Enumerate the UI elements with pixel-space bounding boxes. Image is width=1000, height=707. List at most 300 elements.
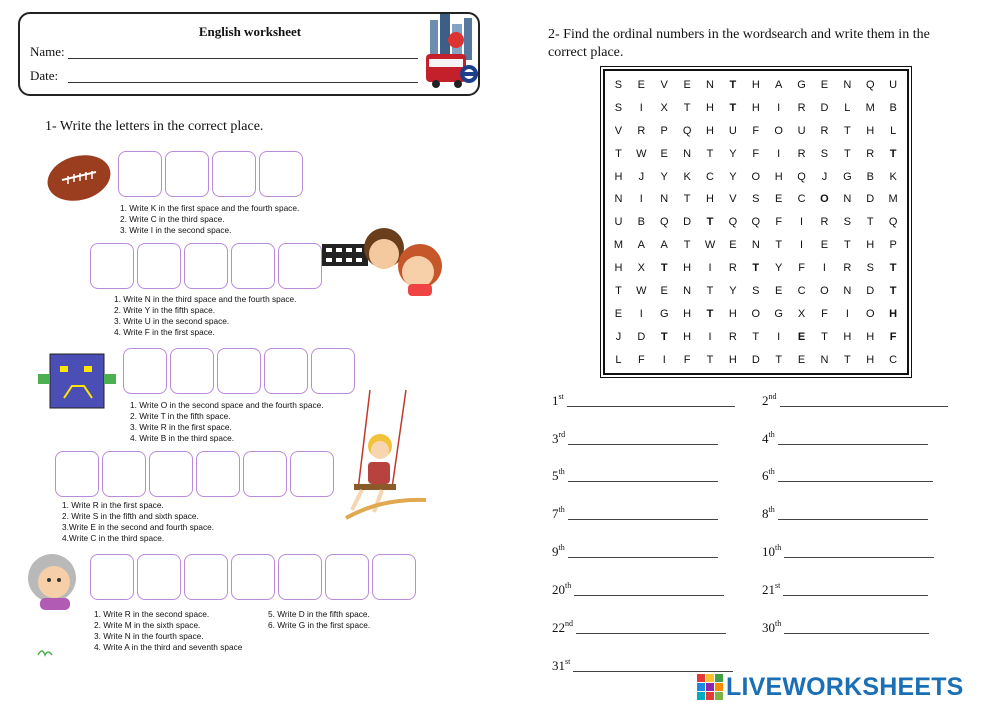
- wordsearch-letter[interactable]: E: [820, 239, 829, 252]
- wordsearch-letter[interactable]: H: [728, 353, 737, 366]
- wordsearch-letter[interactable]: E: [683, 79, 691, 91]
- wordsearch-letter[interactable]: H: [751, 79, 760, 91]
- wordsearch-letter[interactable]: Y: [729, 170, 737, 183]
- ordinal-suffix: th: [768, 430, 775, 439]
- ordinal-suffix: nd: [565, 619, 573, 628]
- wordsearch-letter[interactable]: B: [889, 101, 897, 114]
- instruction-line: 4. Write A in the third and seventh space: [94, 642, 243, 652]
- ordinal-answer-2: [762, 392, 948, 409]
- wordsearch-letter[interactable]: T: [843, 239, 851, 252]
- wordsearch-letter[interactable]: H: [889, 307, 898, 320]
- wordsearch-letter[interactable]: U: [614, 216, 623, 229]
- wordsearch-letter[interactable]: F: [889, 330, 897, 343]
- wordsearch-letter[interactable]: H: [751, 101, 760, 114]
- wordsearch-letter[interactable]: H: [683, 262, 692, 275]
- wordsearch-letter[interactable]: I: [800, 216, 804, 229]
- wordsearch-letter[interactable]: F: [752, 147, 760, 160]
- letter-box[interactable]: [137, 554, 181, 600]
- wordsearch-letter[interactable]: I: [639, 307, 643, 320]
- letter-box[interactable]: [170, 348, 214, 394]
- letter-box[interactable]: [231, 554, 275, 600]
- name-label: Name:: [30, 44, 65, 59]
- wordsearch-letter[interactable]: Y: [729, 285, 737, 298]
- wordsearch-letter[interactable]: T: [889, 285, 897, 298]
- wordsearch-letter[interactable]: H: [728, 307, 737, 320]
- ordinal-suffix: nd: [768, 392, 777, 401]
- ordinal-answer-5: [552, 467, 718, 484]
- letter-box[interactable]: [290, 451, 334, 497]
- girl-on-swing-illustration: [342, 388, 428, 524]
- wordsearch-letter[interactable]: V: [614, 124, 623, 137]
- wordsearch-letter[interactable]: I: [639, 101, 643, 114]
- ordinal-answer-30: [762, 619, 929, 636]
- ordinal-number: 30: [762, 620, 775, 635]
- wordsearch-letter[interactable]: H: [706, 124, 714, 137]
- wordsearch-letter[interactable]: P: [660, 124, 668, 137]
- wordsearch-letter[interactable]: R: [820, 124, 829, 137]
- rugby-ball-icon: [46, 152, 112, 204]
- name-field[interactable]: [68, 45, 418, 59]
- ordinal-suffix: st: [558, 392, 564, 401]
- wordsearch-letter[interactable]: U: [797, 124, 806, 137]
- wordsearch-letter[interactable]: T: [683, 101, 691, 114]
- ordinal-number: 6: [762, 468, 769, 483]
- ordinal-answer-3: [552, 430, 718, 447]
- ordinal-suffix: st: [565, 657, 571, 666]
- section2-title-line: correct place.: [548, 45, 624, 60]
- wordsearch-letter[interactable]: K: [683, 170, 691, 183]
- letter-box[interactable]: [123, 348, 167, 394]
- wordsearch-letter[interactable]: X: [797, 307, 806, 320]
- wordsearch-letter[interactable]: H: [683, 330, 692, 343]
- wordsearch-letter[interactable]: R: [728, 262, 737, 275]
- letter-box[interactable]: [118, 151, 162, 197]
- wordsearch-letter[interactable]: T: [683, 193, 691, 206]
- letter-box[interactable]: [184, 243, 228, 289]
- letter-box[interactable]: [55, 451, 99, 497]
- ordinal-answer-field[interactable]: [567, 395, 735, 407]
- wordsearch-letter[interactable]: T: [775, 239, 783, 252]
- wordsearch-letter[interactable]: E: [797, 353, 806, 366]
- wordsearch-letter[interactable]: T: [843, 353, 851, 366]
- instruction-line: 3.Write E in the second and fourth space.: [62, 522, 215, 532]
- wordsearch-letter[interactable]: E: [660, 285, 668, 298]
- ordinal-answer-field[interactable]: [568, 433, 718, 445]
- ordinal-number: 21: [762, 582, 775, 597]
- wordsearch-letter[interactable]: T: [706, 353, 714, 366]
- wordsearch-letter[interactable]: T: [660, 262, 668, 275]
- ordinal-number: 1: [552, 393, 559, 408]
- wordsearch-letter[interactable]: T: [752, 262, 760, 275]
- ordinal-answer-field[interactable]: [568, 470, 718, 482]
- wordsearch-letter[interactable]: T: [866, 216, 874, 229]
- wordsearch-letter[interactable]: N: [706, 79, 714, 91]
- wordsearch-letter[interactable]: E: [820, 79, 829, 91]
- wordsearch-letter[interactable]: J: [615, 330, 622, 343]
- instruction-line: 2. Write S in the fifth and sixth space.: [62, 511, 199, 521]
- wordsearch-letter[interactable]: H: [706, 193, 714, 206]
- liveworksheets-logo-icon: [697, 674, 723, 700]
- instructions-group-5-left: [94, 609, 242, 653]
- letter-box[interactable]: [212, 151, 256, 197]
- wordsearch-letter[interactable]: Q: [865, 79, 875, 91]
- wordsearch-letter[interactable]: N: [660, 193, 669, 206]
- instructions-group-5-right: [268, 609, 370, 631]
- wordsearch-letter[interactable]: T: [843, 124, 851, 137]
- wordsearch-letter[interactable]: W: [704, 239, 716, 252]
- instruction-line: 3. Write U in the second space.: [114, 316, 230, 326]
- wordsearch-letter[interactable]: G: [797, 79, 806, 91]
- wordsearch-letter[interactable]: D: [866, 193, 875, 206]
- ordinal-number: 8: [762, 506, 769, 521]
- wordsearch-letter[interactable]: Q: [751, 216, 761, 229]
- wordsearch-letter[interactable]: T: [843, 147, 851, 160]
- wordsearch-letter[interactable]: T: [615, 147, 622, 160]
- wordsearch-letter[interactable]: S: [866, 262, 874, 275]
- kids-watching-film-illustration: [322, 222, 446, 298]
- wordsearch-letter[interactable]: N: [683, 285, 692, 298]
- grandma-icon: [26, 552, 82, 612]
- wordsearch-letter[interactable]: E: [775, 285, 783, 298]
- wordsearch-letter[interactable]: I: [822, 262, 826, 275]
- wordsearch-letter[interactable]: M: [865, 101, 875, 114]
- ordinal-answer-10: [762, 543, 934, 560]
- wordsearch-letter[interactable]: O: [865, 307, 875, 320]
- wordsearch-grid: [603, 69, 909, 375]
- wordsearch-letter[interactable]: J: [638, 170, 645, 183]
- wordsearch-letter[interactable]: T: [752, 330, 760, 343]
- small-plant-icon: [36, 645, 54, 657]
- instruction-line: 4. Write B in the third space.: [130, 433, 235, 443]
- instruction-line: 1. Write N in the third space and the fourth space.: [114, 294, 297, 304]
- wordsearch-letter[interactable]: V: [660, 79, 668, 91]
- wordsearch-letter[interactable]: V: [729, 193, 737, 206]
- wordsearch-letter[interactable]: E: [775, 193, 783, 206]
- wordsearch-letter[interactable]: T: [660, 330, 668, 343]
- date-field[interactable]: [68, 69, 418, 83]
- letter-box[interactable]: [231, 243, 275, 289]
- wordsearch-letter[interactable]: D: [866, 285, 875, 298]
- wordsearch-letter[interactable]: N: [843, 79, 852, 91]
- wordsearch-letter[interactable]: H: [866, 124, 875, 137]
- ordinal-suffix: st: [775, 581, 781, 590]
- wordsearch-letter[interactable]: E: [660, 147, 668, 160]
- wordsearch-letter[interactable]: I: [708, 262, 712, 275]
- wordsearch-letters: [607, 74, 905, 372]
- instruction-line: 3. Write I in the second space.: [120, 225, 232, 235]
- ordinal-answer-6: [762, 467, 933, 484]
- wordsearch-letter[interactable]: C: [797, 193, 806, 206]
- wordsearch-letter[interactable]: I: [662, 353, 666, 366]
- wordsearch-letter[interactable]: H: [843, 330, 852, 343]
- wordsearch-letter[interactable]: H: [614, 170, 623, 183]
- wordsearch-letter[interactable]: Q: [659, 216, 669, 229]
- wordsearch-letter[interactable]: S: [614, 101, 623, 114]
- wordsearch-letter[interactable]: Q: [797, 170, 806, 183]
- wordsearch-letter[interactable]: T: [889, 262, 897, 275]
- wordsearch-letter[interactable]: I: [708, 330, 712, 343]
- wordsearch-letter[interactable]: M: [888, 193, 898, 206]
- wordsearch-letter[interactable]: H: [866, 239, 875, 252]
- wordsearch-letter[interactable]: T: [821, 330, 828, 343]
- wordsearch-letter[interactable]: C: [797, 285, 806, 298]
- ordinal-number: 22: [552, 620, 565, 635]
- wordsearch-letter[interactable]: T: [775, 353, 783, 366]
- wordsearch-letter[interactable]: R: [797, 101, 806, 114]
- wordsearch-letter[interactable]: R: [637, 124, 646, 137]
- wordsearch-letter[interactable]: N: [843, 193, 852, 206]
- ordinal-answer-field[interactable]: [783, 584, 928, 596]
- wordsearch-letter[interactable]: Q: [888, 216, 898, 229]
- liveworksheets-logo-text: LIVEWORKSHEETS: [726, 672, 964, 701]
- ordinal-answer-field[interactable]: [784, 622, 929, 634]
- letter-box[interactable]: [372, 554, 416, 600]
- wordsearch-letter[interactable]: T: [729, 101, 737, 114]
- instructions-group-1: [120, 203, 299, 236]
- ordinal-number: 5: [552, 468, 559, 483]
- wordsearch-letter[interactable]: R: [843, 262, 852, 275]
- letter-box[interactable]: [264, 348, 308, 394]
- london-illustration: [424, 14, 480, 94]
- wordsearch-letter[interactable]: I: [777, 330, 781, 343]
- wordsearch-letter[interactable]: R: [866, 147, 875, 160]
- wordsearch-letter[interactable]: T: [729, 79, 737, 91]
- wordsearch-letter[interactable]: L: [844, 101, 851, 114]
- letter-box[interactable]: [102, 451, 146, 497]
- instruction-line: 4.Write C in the third space.: [62, 533, 165, 543]
- wordsearch-letter[interactable]: T: [615, 285, 622, 298]
- ordinal-suffix: th: [768, 467, 775, 476]
- wordsearch-letter[interactable]: F: [821, 307, 828, 320]
- wordsearch-letter[interactable]: R: [797, 147, 806, 160]
- letter-box[interactable]: [137, 243, 181, 289]
- ordinal-answer-31: [552, 657, 733, 674]
- wordsearch-letter[interactable]: L: [890, 124, 897, 137]
- ordinal-answer-field[interactable]: [780, 395, 948, 407]
- wordsearch-letter[interactable]: B: [637, 216, 645, 229]
- wordsearch-letter[interactable]: G: [659, 307, 669, 320]
- wordsearch-letter[interactable]: O: [774, 124, 783, 137]
- wordsearch-letter[interactable]: C: [889, 353, 898, 366]
- wordsearch-letter[interactable]: N: [843, 285, 852, 298]
- robot-icon: [38, 352, 118, 410]
- ordinal-answer-9: [552, 543, 718, 560]
- date-label: Date:: [30, 68, 59, 83]
- wordsearch-letter[interactable]: S: [614, 79, 623, 91]
- wordsearch-letter[interactable]: E: [797, 330, 806, 343]
- wordsearch-letter[interactable]: E: [729, 239, 737, 252]
- wordsearch-letter[interactable]: H: [706, 101, 714, 114]
- ordinal-suffix: rd: [558, 430, 566, 439]
- wordsearch-letter[interactable]: O: [820, 193, 829, 206]
- wordsearch-letter[interactable]: Q: [728, 216, 738, 229]
- wordsearch-letter[interactable]: T: [889, 147, 897, 160]
- letter-box[interactable]: [196, 451, 240, 497]
- wordsearch-letter[interactable]: O: [820, 285, 829, 298]
- wordsearch-letter[interactable]: E: [637, 79, 645, 91]
- section1-title: 1- Write the letters in the correct place.: [45, 119, 264, 134]
- ordinal-answer-1: [552, 392, 735, 409]
- instructions-group-2: [114, 294, 296, 338]
- wordsearch-letter[interactable]: R: [728, 330, 737, 343]
- worksheet-header: [18, 12, 480, 96]
- wordsearch-letter[interactable]: L: [615, 353, 622, 366]
- ordinal-number: 20: [552, 582, 565, 597]
- wordsearch-letter[interactable]: D: [683, 216, 692, 229]
- letter-box[interactable]: [217, 348, 261, 394]
- wordsearch-letter[interactable]: X: [660, 101, 668, 114]
- wordsearch-letter[interactable]: I: [777, 147, 781, 160]
- wordsearch-letter[interactable]: M: [613, 239, 624, 252]
- wordsearch-letter[interactable]: T: [706, 216, 714, 229]
- letter-box[interactable]: [278, 554, 322, 600]
- ordinal-number: 31: [552, 658, 565, 673]
- ordinal-number: 2: [762, 393, 769, 408]
- wordsearch-letter[interactable]: N: [820, 353, 829, 366]
- wordsearch-letter[interactable]: T: [706, 285, 714, 298]
- ordinal-answer-21: [762, 581, 928, 598]
- ordinal-number: 9: [552, 544, 559, 559]
- instruction-line: 2. Write M in the sixth space.: [94, 620, 201, 630]
- ordinal-answer-20: [552, 581, 724, 598]
- instruction-line: 4. Write F in the first space.: [114, 327, 215, 337]
- liveworksheets-logo: [697, 673, 964, 701]
- wordsearch-letter[interactable]: U: [728, 124, 737, 137]
- wordsearch-letter[interactable]: K: [889, 170, 897, 183]
- ordinal-answer-4: [762, 430, 928, 447]
- letter-box[interactable]: [165, 151, 209, 197]
- wordsearch-letter[interactable]: U: [889, 79, 898, 91]
- instruction-line: 1. Write R in the second space.: [94, 609, 210, 619]
- wordsearch-letter[interactable]: X: [637, 262, 645, 275]
- instructions-group-3: [130, 400, 324, 444]
- wordsearch-letter[interactable]: R: [820, 216, 829, 229]
- letter-box[interactable]: [259, 151, 303, 197]
- instruction-line: 5. Write D in the fifth space.: [268, 609, 370, 619]
- wordsearch-letter[interactable]: D: [751, 353, 760, 366]
- ordinal-suffix: th: [558, 505, 565, 514]
- wordsearch-letter[interactable]: A: [775, 79, 783, 91]
- instruction-line: 3. Write R in the first space.: [130, 422, 232, 432]
- ordinal-answer-field[interactable]: [778, 508, 928, 520]
- wordsearch-letter[interactable]: H: [866, 330, 875, 343]
- wordsearch-letter[interactable]: F: [775, 216, 783, 229]
- section2-title: [548, 26, 930, 62]
- wordsearch-letter[interactable]: W: [636, 147, 647, 160]
- wordsearch-letter[interactable]: N: [614, 193, 623, 206]
- wordsearch-letter[interactable]: G: [843, 170, 852, 183]
- wordsearch-letter[interactable]: S: [820, 147, 829, 160]
- wordsearch-letter[interactable]: A: [637, 239, 645, 252]
- letter-box[interactable]: [243, 451, 287, 497]
- letter-box[interactable]: [90, 554, 134, 600]
- ordinal-answer-8: [762, 505, 928, 522]
- wordsearch-letter[interactable]: T: [706, 147, 714, 160]
- wordsearch-letter[interactable]: I: [845, 307, 849, 320]
- wordsearch-letter[interactable]: Y: [660, 170, 668, 183]
- wordsearch-letter[interactable]: A: [660, 239, 668, 252]
- ordinal-answer-field[interactable]: [573, 660, 733, 672]
- wordsearch-letter[interactable]: P: [889, 239, 897, 252]
- wordsearch-letter[interactable]: G: [774, 307, 783, 320]
- ordinal-suffix: th: [775, 619, 782, 628]
- wordsearch-letter[interactable]: B: [866, 170, 874, 183]
- section2-title-line: 2- Find the ordinal numbers in the wordsearch and write them in the: [548, 27, 930, 42]
- ordinal-suffix: th: [768, 505, 775, 514]
- wordsearch-letter[interactable]: F: [798, 262, 805, 275]
- wordsearch-letter[interactable]: I: [777, 101, 781, 114]
- ordinal-answer-22: [552, 619, 726, 636]
- wordsearch-letter[interactable]: F: [752, 124, 760, 137]
- wordsearch-letter[interactable]: T: [683, 239, 691, 252]
- ordinal-answer-field[interactable]: [568, 546, 718, 558]
- ordinal-suffix: th: [775, 543, 782, 552]
- wordsearch-letter[interactable]: H: [774, 170, 783, 183]
- instruction-line: 1. Write K in the first space and the fourth space.: [120, 203, 300, 213]
- wordsearch-letter[interactable]: Y: [775, 262, 783, 275]
- wordsearch-letter[interactable]: T: [706, 307, 714, 320]
- letter-box[interactable]: [278, 243, 322, 289]
- wordsearch-letter[interactable]: H: [683, 307, 692, 320]
- ordinal-suffix: th: [558, 467, 565, 476]
- instruction-line: 2. Write T in the fifth space.: [130, 411, 231, 421]
- wordsearch-letter[interactable]: Y: [729, 147, 737, 160]
- ordinal-number: 10: [762, 544, 775, 559]
- letter-box[interactable]: [149, 451, 193, 497]
- ordinal-number: 7: [552, 506, 559, 521]
- ordinal-answer-field[interactable]: [568, 508, 718, 520]
- wordsearch-letter[interactable]: O: [751, 170, 761, 183]
- instruction-line: 1. Write O in the second space and the fourth space.: [130, 400, 324, 410]
- wordsearch-letter[interactable]: W: [636, 285, 647, 298]
- ordinal-number: 3: [552, 431, 559, 446]
- ordinal-answer-field[interactable]: [778, 470, 933, 482]
- wordsearch-letter[interactable]: F: [683, 353, 691, 366]
- instruction-line: 2. Write C in the third space.: [120, 214, 225, 224]
- wordsearch-letter[interactable]: E: [614, 307, 623, 320]
- letter-box[interactable]: [90, 243, 134, 289]
- instruction-line: 1. Write R in the first space.: [62, 500, 164, 510]
- wordsearch-letter[interactable]: F: [637, 353, 645, 366]
- wordsearch-letter[interactable]: H: [866, 353, 875, 366]
- wordsearch-letter[interactable]: I: [800, 239, 804, 252]
- instructions-group-4: [62, 500, 214, 544]
- wordsearch-letter[interactable]: Q: [682, 124, 692, 137]
- worksheet-title: English worksheet: [198, 24, 302, 39]
- wordsearch-letter[interactable]: I: [639, 193, 643, 206]
- ordinal-suffix: th: [558, 543, 565, 552]
- wordsearch-letter[interactable]: H: [614, 262, 623, 275]
- wordsearch-letter[interactable]: O: [751, 307, 761, 320]
- instruction-line: 6. Write G in the first space.: [268, 620, 371, 630]
- wordsearch-letter[interactable]: S: [843, 216, 852, 229]
- wordsearch-letter[interactable]: J: [821, 170, 828, 183]
- ordinal-answer-field[interactable]: [784, 546, 934, 558]
- ordinal-answer-7: [552, 505, 718, 522]
- wordsearch-letter[interactable]: C: [706, 170, 714, 183]
- letter-box[interactable]: [325, 554, 369, 600]
- wordsearch-letter[interactable]: N: [751, 239, 760, 252]
- wordsearch-letter[interactable]: N: [683, 147, 692, 160]
- ordinal-answer-field[interactable]: [778, 433, 928, 445]
- letter-box[interactable]: [184, 554, 228, 600]
- ordinal-answer-field[interactable]: [574, 584, 724, 596]
- ordinal-answer-field[interactable]: [576, 622, 726, 634]
- wordsearch-letter[interactable]: D: [820, 101, 829, 114]
- wordsearch-letter[interactable]: S: [752, 193, 760, 206]
- wordsearch-letter[interactable]: S: [752, 285, 760, 298]
- wordsearch-letter[interactable]: D: [637, 330, 646, 343]
